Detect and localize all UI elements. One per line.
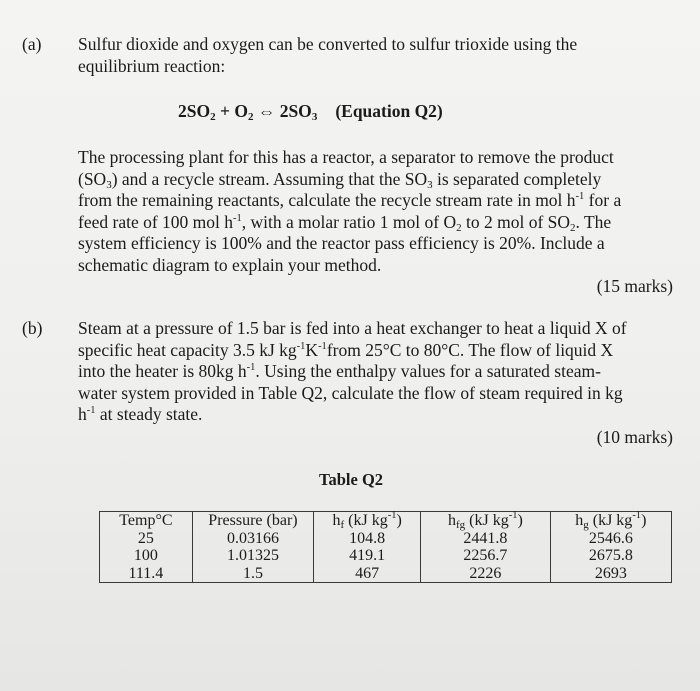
part-a-line3: from the remaining reactants, calculate the recycle stream rate in mol $h^{-1}$ for a <box>78 190 622 211</box>
part-a-intro-line1: Sulfur dioxide and oxygen can be converted to sulfur trioxide using the <box>78 34 578 54</box>
part-a-marks: (15 marks) <box>596 276 673 296</box>
part-b-line1: Steam at a pressure of 1.5 bar is fed into a heat exchanger to heat a liquid X of <box>78 318 627 338</box>
hfg-cell: 2226 <box>469 564 502 582</box>
hf-cell: 104.8 <box>349 529 386 547</box>
part-a-intro <box>78 34 577 77</box>
hfg-cell: 2256.7 <box>463 547 508 564</box>
table-title: Table Q2 <box>319 470 384 489</box>
pressure-cell: 0.03166 <box>226 529 279 547</box>
pressure-cell: 1.01325 <box>226 547 279 564</box>
header-hfg: $h_{fg}$ (kJ $kg^{-1}$) <box>447 510 523 531</box>
part-a-label: (a) <box>22 34 42 54</box>
header-temp: Temp°C <box>119 512 173 529</box>
equation-q2 <box>178 101 443 122</box>
temp-cell: 111.4 <box>128 564 164 582</box>
col-hg <box>550 512 671 583</box>
part-a-intro-line2: equilibrium reaction: <box>78 55 226 76</box>
part-a-line5: system efficiency is 100% and the reactor pass efficiency is 20%. Include a <box>78 233 605 254</box>
part-b-line3: into the heater is 80kg $h^{-1}$. Using the enthalpy values for a saturated steam- <box>78 361 601 382</box>
table-row <box>100 512 672 583</box>
part-a-line4: feed rate of 100 mol $h^{-1}$, with a molar ratio 1 mol of $O_2$ to 2 mol of $SO_2$. The <box>78 211 612 234</box>
hfg-cell: 2441.8 <box>463 529 508 547</box>
eq-arrow: ⇔ <box>253 101 280 121</box>
part-b-body <box>78 318 627 426</box>
eq-lhs-sub: 2 <box>210 111 216 123</box>
col-temp <box>100 512 193 583</box>
hf-cell: 467 <box>355 564 380 582</box>
part-a-line2: $(SO_3)$ and a recycle stream. Assuming that the $SO_3$ is separated completely <box>78 168 602 191</box>
header-hf: $h_f$ (kJ $kg^{-1}$) <box>332 510 402 531</box>
part-a-line6: schematic diagram to explain your method. <box>78 254 382 275</box>
hg-cell: 2675.8 <box>588 547 633 564</box>
hf-cell: 419.1 <box>349 547 386 564</box>
part-b-line4: water system provided in Table Q2, calculate the flow of steam required in kg <box>78 382 623 403</box>
col-hf <box>314 512 421 583</box>
part-b-line2: specific heat capacity 3.5 kJ $kg^{-1}K^{-1}from$ 25°C to 80°C. The flow of liquid X <box>78 339 614 360</box>
header-hg: $h_g$ (kJ $kg^{-1}$) <box>575 510 647 531</box>
hg-cell: 2546.6 <box>588 529 633 547</box>
eq-rhs-sub: 3 <box>311 111 318 123</box>
part-b-label: (b) <box>22 318 43 338</box>
eq-lhs: 2SO <box>178 101 211 121</box>
part-b-line5: $h^{-1}$ at steady state. <box>78 404 203 425</box>
part-a-body <box>78 147 621 277</box>
hg-cell: 2693 <box>594 564 627 582</box>
temp-cell: 25 <box>137 529 154 547</box>
col-hfg <box>421 512 550 583</box>
table-q2 <box>99 511 672 583</box>
part-a-line1: The processing plant for this has a reactor, a separator to remove the product <box>78 147 614 167</box>
eq-label: (Equation Q2) <box>335 101 443 121</box>
eq-rhs: 2SO <box>279 101 312 121</box>
pressure-cell: 1.5 <box>242 564 263 582</box>
temp-cell: 100 <box>133 547 158 564</box>
part-b-marks: (10 marks) <box>596 427 673 447</box>
eq-o2-sub: 2 <box>247 111 254 123</box>
eq-plus-o2: + O <box>215 101 248 121</box>
col-pressure <box>192 512 313 583</box>
header-pressure: Pressure (bar) <box>208 512 298 529</box>
